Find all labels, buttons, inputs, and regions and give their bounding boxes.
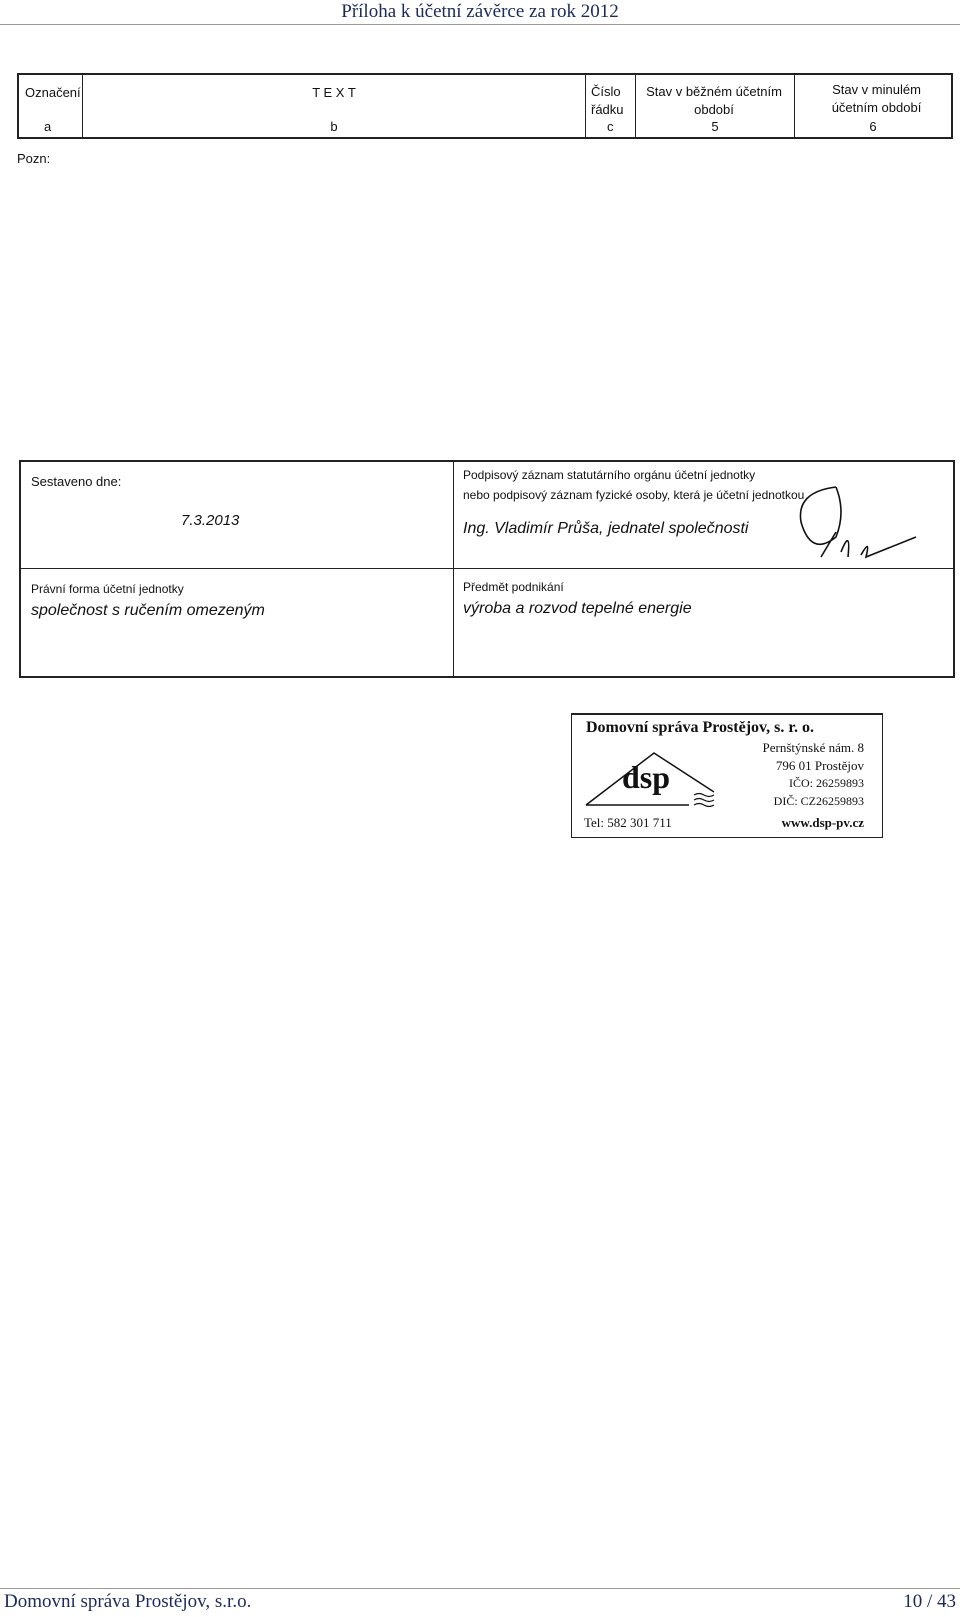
legal-form-label: Právní forma účetní jednotky (31, 582, 184, 596)
footer-rule (0, 1588, 960, 1589)
col-c-label: Číslo řádku (591, 84, 624, 117)
signature-label-1: Podpisový záznam statutárního orgánu účetní jednotky (463, 468, 756, 482)
col-a-label: Označení (25, 85, 81, 100)
stamp-city: 796 01 Prostějov (775, 758, 864, 773)
header-rule (0, 24, 960, 25)
note-label: Pozn: (17, 151, 51, 166)
handwritten-signature-icon (776, 467, 926, 562)
business-value: výroba a rozvod tepelné energie (463, 600, 692, 617)
page-header: Příloha k účetní závěrce za rok 2012 (341, 1, 619, 22)
business-label: Předmět podnikání (463, 580, 564, 594)
col-a-code: a (44, 119, 52, 134)
stamp-dic: DIČ: CZ26259893 (773, 794, 864, 808)
company-stamp (571, 713, 883, 838)
footer-company: Domovní správa Prostějov, s.r.o. (4, 1591, 252, 1612)
col-6-code: 6 (869, 119, 877, 134)
signature-form (19, 460, 955, 678)
stamp-phone: Tel: 582 301 711 (584, 815, 672, 830)
stamp-logo-text: dsp (622, 759, 671, 795)
signature-label-2: nebo podpisový záznam fyzické osoby, která je účetní jednotkou (463, 488, 805, 502)
col-6-label: Stav v minulém účetním období (831, 82, 922, 115)
stamp-ico: IČO: 26259893 (789, 776, 864, 790)
signatory-name: Ing. Vladimír Průša, jednatel společnosti (463, 520, 749, 537)
stamp-company: Domovní správa Prostějov, s. r. o. (586, 719, 814, 736)
compiled-date: 7.3.2013 (181, 512, 240, 529)
legal-form-value: společnost s ručením omezeným (31, 602, 265, 619)
col-5-label: Stav v běžném účetním období (646, 84, 782, 117)
stamp-web: www.dsp-pv.cz (781, 815, 864, 830)
col-c-code: c (607, 119, 614, 134)
stamp-street: Pernštýnské nám. 8 (762, 740, 864, 755)
compiled-label: Sestaveno dne: (31, 474, 122, 489)
col-5-code: 5 (711, 119, 719, 134)
col-b-label: T E X T (312, 85, 356, 100)
column-header-table (17, 73, 953, 139)
page-number: 10 / 43 (903, 1591, 956, 1612)
col-b-code: b (330, 119, 338, 134)
